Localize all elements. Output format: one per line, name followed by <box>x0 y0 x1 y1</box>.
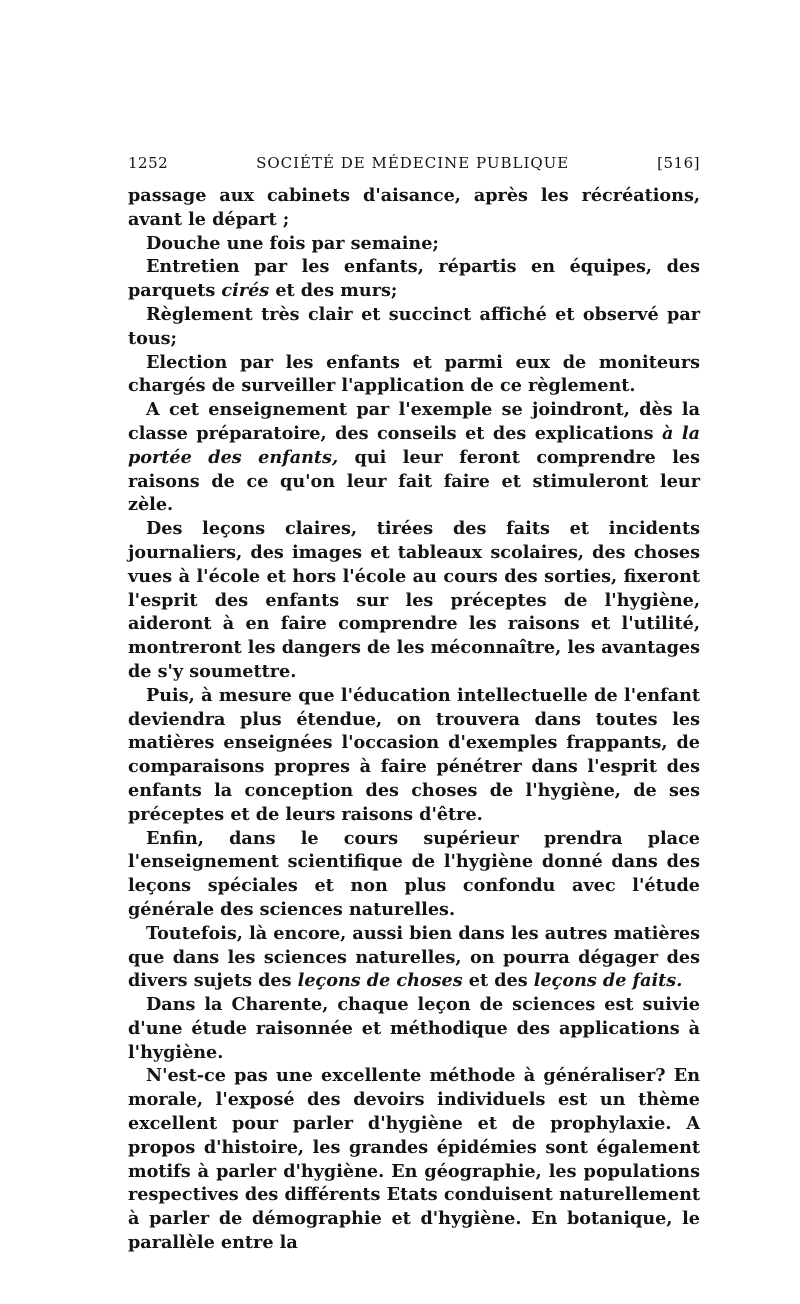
text-run: Toutefois, là encore, aussi bien dans les autres matières que dans les sciences naturelles, on pourra dégager des divers sujets des <box>128 922 700 992</box>
paragraph-6 <box>128 398 700 517</box>
italic-run: cirés <box>221 280 270 302</box>
paragraph-4: Règlement très clair et succinct affiché et observé par tous; <box>128 303 700 349</box>
text-run: qui leur feront comprendre les raisons de ce qu'on leur fait faire et stimuleront leur zèle. <box>128 446 701 516</box>
body-text <box>128 184 700 1255</box>
italic-run: leçons de faits. <box>533 970 683 992</box>
paragraph-9: Enfin, dans le cours supérieur prendra place l'enseignement scientifique de l'hygiène donné dans des leçons spéciales et non plus confondu avec l'étude générale des sciences naturelles. <box>128 827 700 920</box>
running-head <box>128 154 700 172</box>
paragraph-11: Dans la Charente, chaque leçon de sciences est suivie d'une étude raisonnée et méthodique des applications à l'hygiène. <box>128 994 700 1063</box>
text-run: A cet enseignement par l'exemple se joindront, dès la classe préparatoire, des conseils et des explications <box>128 399 700 444</box>
paragraph-7: Des leçons claires, tirées des faits et incidents journaliers, des images et tableaux scolaires, des choses vues à l'école et hors l'école au cours des sorties, fixeront l'esprit des enfants sur les préceptes de l'hygiène, aideront à en faire comprendre les raisons et l'utilité, montreront les dangers de les méconnaître, les avantages de s'y soumettre. <box>128 518 700 682</box>
paragraph-3 <box>128 255 700 303</box>
italic-run: à la portée des enfants, <box>128 422 700 468</box>
paragraph-2: Douche une fois par semaine; <box>146 232 439 254</box>
paragraph-10 <box>128 922 700 993</box>
paragraph-8: Puis, à mesure que l'éducation intellectuelle de l'enfant deviendra plus étendue, on trouvera dans toutes les matières enseignées l'occasion d'exemples frappants, de comparaisons propres à faire pénétrer dans l'esprit des enfants la conception des choses de l'hygiène, de ses préceptes et de leurs raisons d'être. <box>128 684 700 825</box>
text-run: et des murs; <box>269 280 398 302</box>
text-run: Entretien par les enfants, répartis en équipes, des parquets <box>128 256 700 302</box>
section-number: [516] <box>657 154 700 172</box>
text-run: et des <box>462 970 534 992</box>
book-page <box>128 154 700 1255</box>
paragraph-1: passage aux cabinets d'aisance, après les récréations, avant le départ ; <box>128 185 700 230</box>
page-number: 1252 <box>128 154 169 172</box>
paragraph-12: N'est-ce pas une excellente méthode à généraliser? En morale, l'exposé des devoirs individuels est un thème excellent pour parler d'hygiène et de prophylaxie. A propos d'histoire, les grandes épidémies sont également motifs à parler d'hygiène. En géographie, les populations respectives des différents Etats conduisent naturellement à parler de démographie et d'hygiène. En botanique, le parallèle entre la <box>128 1065 700 1254</box>
running-title: SOCIÉTÉ DE MÉDECINE PUBLIQUE <box>256 154 570 172</box>
paragraph-5: Election par les enfants et parmi eux de moniteurs chargés de surveiller l'application de ce règlement. <box>128 351 700 397</box>
italic-run: leçons de choses <box>297 970 463 992</box>
